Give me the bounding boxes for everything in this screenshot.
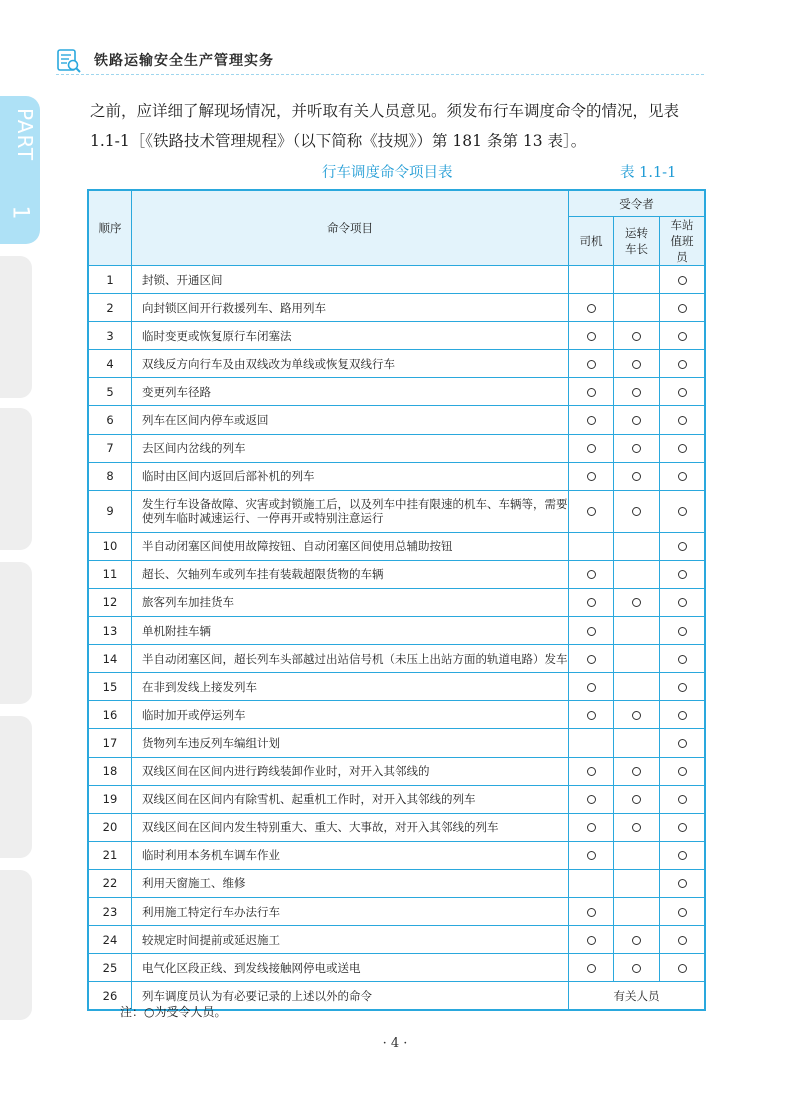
driver-mark-cell (569, 322, 614, 350)
station-mark-cell (660, 645, 705, 673)
recipient-circle-icon (587, 472, 596, 481)
station-mark-cell (660, 813, 705, 841)
conductor-mark-cell (614, 434, 660, 462)
header-station: 车站值班员 (660, 217, 705, 266)
station-mark-cell (660, 294, 705, 322)
header-conductor: 运转车长 (614, 217, 660, 266)
row-number: 13 (89, 617, 132, 645)
header-divider (56, 74, 704, 75)
recipient-circle-icon (587, 795, 596, 804)
driver-mark-cell (569, 701, 614, 729)
recipient-circle-icon (632, 472, 641, 481)
row-number: 7 (89, 434, 132, 462)
row-number: 11 (89, 560, 132, 588)
table-row (89, 294, 705, 322)
station-mark-cell (660, 434, 705, 462)
driver-mark-cell (569, 294, 614, 322)
part-tab-active (0, 96, 40, 244)
book-search-icon (56, 48, 82, 74)
recipient-circle-icon (678, 711, 687, 720)
running-header-title: 铁路运输安全生产管理实务 (94, 53, 274, 69)
table-row (89, 757, 705, 785)
table-row (89, 645, 705, 673)
conductor-mark-cell (614, 588, 660, 616)
driver-mark-cell (569, 378, 614, 406)
conductor-mark-cell (614, 378, 660, 406)
driver-mark-cell (569, 841, 614, 869)
station-mark-cell (660, 406, 705, 434)
order-item: 双线反方向行车及由双线改为单线或恢复双线行车 (132, 350, 569, 378)
recipient-circle-icon (632, 360, 641, 369)
table-row (89, 462, 705, 490)
order-item: 双线区间在区间内发生特别重大、重大、大事故，对开入其邻线的列车 (132, 813, 569, 841)
row-number: 24 (89, 926, 132, 954)
recipient-circle-icon (678, 655, 687, 664)
order-item: 较规定时间提前或延迟施工 (132, 926, 569, 954)
recipient-circle-icon (678, 598, 687, 607)
table-row (89, 406, 705, 434)
recipient-circle-icon (678, 879, 687, 888)
station-mark-cell (660, 701, 705, 729)
recipient-circle-icon (678, 472, 687, 481)
order-item: 利用施工特定行车办法行车 (132, 897, 569, 925)
recipient-circle-icon (587, 388, 596, 397)
conductor-mark-cell (614, 869, 660, 897)
recipient-circle-icon (632, 507, 641, 516)
table-row (89, 378, 705, 406)
table-row (89, 841, 705, 869)
driver-mark-cell (569, 869, 614, 897)
driver-mark-cell (569, 813, 614, 841)
recipient-circle-icon (587, 598, 596, 607)
conductor-mark-cell (614, 560, 660, 588)
table-row (89, 673, 705, 701)
row-number: 2 (89, 294, 132, 322)
part-number: 1 (7, 205, 33, 220)
station-mark-cell (660, 322, 705, 350)
recipient-circle-icon (587, 851, 596, 860)
conductor-mark-cell (614, 532, 660, 560)
driver-mark-cell (569, 729, 614, 757)
row-number: 18 (89, 757, 132, 785)
row-number: 3 (89, 322, 132, 350)
recipient-circle-icon (632, 936, 641, 945)
part-tab (0, 408, 32, 550)
order-item: 发生行车设备故障、灾害或封锁施工后，以及列车中挂有限速的机车、车辆等，需要使列车临时减速运行、一停再开或特别注意运行 (132, 490, 569, 532)
table-row (89, 869, 705, 897)
recipient-circle-icon (678, 627, 687, 636)
station-mark-cell (660, 757, 705, 785)
driver-mark-cell (569, 350, 614, 378)
part-side-tabs (0, 96, 40, 1036)
row-number: 6 (89, 406, 132, 434)
conductor-mark-cell (614, 673, 660, 701)
recipient-circle-icon (632, 332, 641, 341)
driver-mark-cell (569, 757, 614, 785)
table-row (89, 729, 705, 757)
driver-mark-cell (569, 560, 614, 588)
station-mark-cell (660, 897, 705, 925)
row-number: 4 (89, 350, 132, 378)
driver-mark-cell (569, 673, 614, 701)
header-recipients: 受令者 (569, 191, 705, 217)
station-mark-cell (660, 729, 705, 757)
body-paragraph: 之前，应详细了解现场情况，并听取有关人员意见。须发布行车调度命令的情况，见表 1.1-1［《铁路技术管理规程》（以下简称《技规》）第 181 条第 13 表］。 (90, 102, 680, 150)
driver-mark-cell (569, 926, 614, 954)
recipient-circle-icon (678, 851, 687, 860)
header-seq: 顺序 (89, 191, 132, 266)
recipient-circle-icon (587, 767, 596, 776)
row-number: 19 (89, 785, 132, 813)
recipient-circle-icon (678, 360, 687, 369)
station-mark-cell (660, 869, 705, 897)
header-driver: 司机 (569, 217, 614, 266)
recipient-circle-icon (678, 416, 687, 425)
recipient-circle-icon (678, 570, 687, 579)
station-mark-cell (660, 462, 705, 490)
conductor-mark-cell (614, 322, 660, 350)
recipient-circle-icon (632, 388, 641, 397)
recipient-circle-icon (587, 936, 596, 945)
table-note: 注：○为受令人员。 (120, 1005, 227, 1019)
recipient-circle-icon (678, 936, 687, 945)
recipient-circle-icon (678, 964, 687, 973)
recipient-circle-icon (587, 655, 596, 664)
recipient-circle-icon (587, 711, 596, 720)
recipient-circle-icon (587, 823, 596, 832)
conductor-mark-cell (614, 841, 660, 869)
order-item: 临时利用本务机车调车作业 (132, 841, 569, 869)
recipients-merged: 有关人员 (569, 982, 705, 1010)
table-caption-number: 表 1.1-1 (620, 165, 677, 181)
order-item: 双线区间在区间内进行跨线装卸作业时，对开入其邻线的 (132, 757, 569, 785)
table-row (89, 490, 705, 532)
station-mark-cell (660, 617, 705, 645)
station-mark-cell (660, 350, 705, 378)
order-item: 半自动闭塞区间，超长列车头部越过出站信号机（未压上出站方面的轨道电路）发车 (132, 645, 569, 673)
part-label: PART (13, 108, 37, 162)
station-mark-cell (660, 560, 705, 588)
table-body (89, 266, 705, 1010)
row-number: 10 (89, 532, 132, 560)
order-item: 临时加开或停运列车 (132, 701, 569, 729)
row-number: 16 (89, 701, 132, 729)
conductor-mark-cell (614, 490, 660, 532)
recipient-circle-icon (632, 823, 641, 832)
table-row (89, 926, 705, 954)
recipient-circle-icon (587, 444, 596, 453)
order-item: 货物列车违反列车编组计划 (132, 729, 569, 757)
order-item: 临时变更或恢复原行车闭塞法 (132, 322, 569, 350)
recipient-circle-icon (587, 304, 596, 313)
recipient-circle-icon (587, 964, 596, 973)
row-number: 20 (89, 813, 132, 841)
order-item: 单机附挂车辆 (132, 617, 569, 645)
station-mark-cell (660, 785, 705, 813)
conductor-mark-cell (614, 757, 660, 785)
station-mark-cell (660, 954, 705, 982)
recipient-circle-icon (678, 332, 687, 341)
conductor-mark-cell (614, 294, 660, 322)
order-item: 旅客列车加挂货车 (132, 588, 569, 616)
row-number: 12 (89, 588, 132, 616)
station-mark-cell (660, 841, 705, 869)
recipient-circle-icon (587, 416, 596, 425)
recipient-circle-icon (632, 444, 641, 453)
recipient-circle-icon (632, 711, 641, 720)
table-row (89, 434, 705, 462)
order-item: 列车在区间内停车或返回 (132, 406, 569, 434)
table-row (89, 813, 705, 841)
recipient-circle-icon (678, 767, 687, 776)
driver-mark-cell (569, 266, 614, 294)
conductor-mark-cell (614, 954, 660, 982)
recipient-circle-icon (678, 507, 687, 516)
recipient-circle-icon (632, 795, 641, 804)
recipient-circle-icon (632, 416, 641, 425)
recipient-circle-icon (678, 908, 687, 917)
recipient-circle-icon (632, 767, 641, 776)
driver-mark-cell (569, 954, 614, 982)
conductor-mark-cell (614, 813, 660, 841)
row-number: 22 (89, 869, 132, 897)
dispatch-order-table (88, 190, 705, 1010)
recipient-circle-icon (678, 795, 687, 804)
table-row (89, 785, 705, 813)
order-item: 临时由区间内返回后部补机的列车 (132, 462, 569, 490)
conductor-mark-cell (614, 897, 660, 925)
driver-mark-cell (569, 588, 614, 616)
recipient-circle-icon (678, 444, 687, 453)
order-item: 在非到发线上接发列车 (132, 673, 569, 701)
part-tab (0, 562, 32, 704)
conductor-mark-cell (614, 729, 660, 757)
order-item: 变更列车径路 (132, 378, 569, 406)
conductor-mark-cell (614, 406, 660, 434)
recipient-circle-icon (587, 332, 596, 341)
row-number: 26 (89, 982, 132, 1010)
table-row (89, 322, 705, 350)
order-item: 列车调度员认为有必要记录的上述以外的命令 (132, 982, 569, 1010)
recipient-circle-icon (587, 507, 596, 516)
recipient-circle-icon (632, 964, 641, 973)
table-row (89, 588, 705, 616)
order-item: 去区间内岔线的列车 (132, 434, 569, 462)
table-row (89, 701, 705, 729)
row-number: 1 (89, 266, 132, 294)
conductor-mark-cell (614, 617, 660, 645)
conductor-mark-cell (614, 462, 660, 490)
conductor-mark-cell (614, 266, 660, 294)
table-row (89, 560, 705, 588)
driver-mark-cell (569, 785, 614, 813)
recipient-circle-icon (632, 598, 641, 607)
recipient-circle-icon (587, 570, 596, 579)
table-row (89, 617, 705, 645)
part-tab (0, 716, 32, 858)
station-mark-cell (660, 926, 705, 954)
recipient-circle-icon (678, 542, 687, 551)
order-item: 超长、欠轴列车或列车挂有装载超限货物的车辆 (132, 560, 569, 588)
order-item: 封锁、开通区间 (132, 266, 569, 294)
station-mark-cell (660, 673, 705, 701)
table-row (89, 266, 705, 294)
driver-mark-cell (569, 490, 614, 532)
table-row (89, 350, 705, 378)
part-tab (0, 256, 32, 398)
driver-mark-cell (569, 532, 614, 560)
recipient-circle-icon (678, 388, 687, 397)
header-item: 命令项目 (132, 191, 569, 266)
table-row (89, 532, 705, 560)
table-row (89, 954, 705, 982)
order-item: 利用天窗施工、维修 (132, 869, 569, 897)
driver-mark-cell (569, 434, 614, 462)
recipient-circle-icon (587, 683, 596, 692)
conductor-mark-cell (614, 701, 660, 729)
recipient-circle-icon (678, 823, 687, 832)
recipient-circle-icon (587, 627, 596, 636)
recipient-circle-icon (678, 739, 687, 748)
table-row (89, 897, 705, 925)
row-number: 5 (89, 378, 132, 406)
recipient-circle-icon (587, 360, 596, 369)
recipient-circle-icon (587, 908, 596, 917)
row-number: 17 (89, 729, 132, 757)
table-caption-title: 行车调度命令项目表 (322, 165, 453, 181)
driver-mark-cell (569, 645, 614, 673)
driver-mark-cell (569, 406, 614, 434)
driver-mark-cell (569, 897, 614, 925)
station-mark-cell (660, 588, 705, 616)
recipient-circle-icon (678, 304, 687, 313)
conductor-mark-cell (614, 926, 660, 954)
driver-mark-cell (569, 462, 614, 490)
conductor-mark-cell (614, 645, 660, 673)
row-number: 25 (89, 954, 132, 982)
row-number: 21 (89, 841, 132, 869)
row-number: 15 (89, 673, 132, 701)
order-item: 电气化区段正线、到发线接触网停电或送电 (132, 954, 569, 982)
page-number: · 4 · (382, 1036, 408, 1051)
order-item: 双线区间在区间内有除雪机、起重机工作时，对开入其邻线的列车 (132, 785, 569, 813)
conductor-mark-cell (614, 350, 660, 378)
row-number: 14 (89, 645, 132, 673)
order-item: 向封锁区间开行救援列车、路用列车 (132, 294, 569, 322)
station-mark-cell (660, 490, 705, 532)
row-number: 23 (89, 897, 132, 925)
row-number: 8 (89, 462, 132, 490)
station-mark-cell (660, 266, 705, 294)
station-mark-cell (660, 378, 705, 406)
conductor-mark-cell (614, 785, 660, 813)
row-number: 9 (89, 490, 132, 532)
part-tab (0, 870, 32, 1020)
recipient-circle-icon (678, 683, 687, 692)
station-mark-cell (660, 532, 705, 560)
driver-mark-cell (569, 617, 614, 645)
order-item: 半自动闭塞区间使用故障按钮、自动闭塞区间使用总辅助按钮 (132, 532, 569, 560)
recipient-circle-icon (678, 276, 687, 285)
